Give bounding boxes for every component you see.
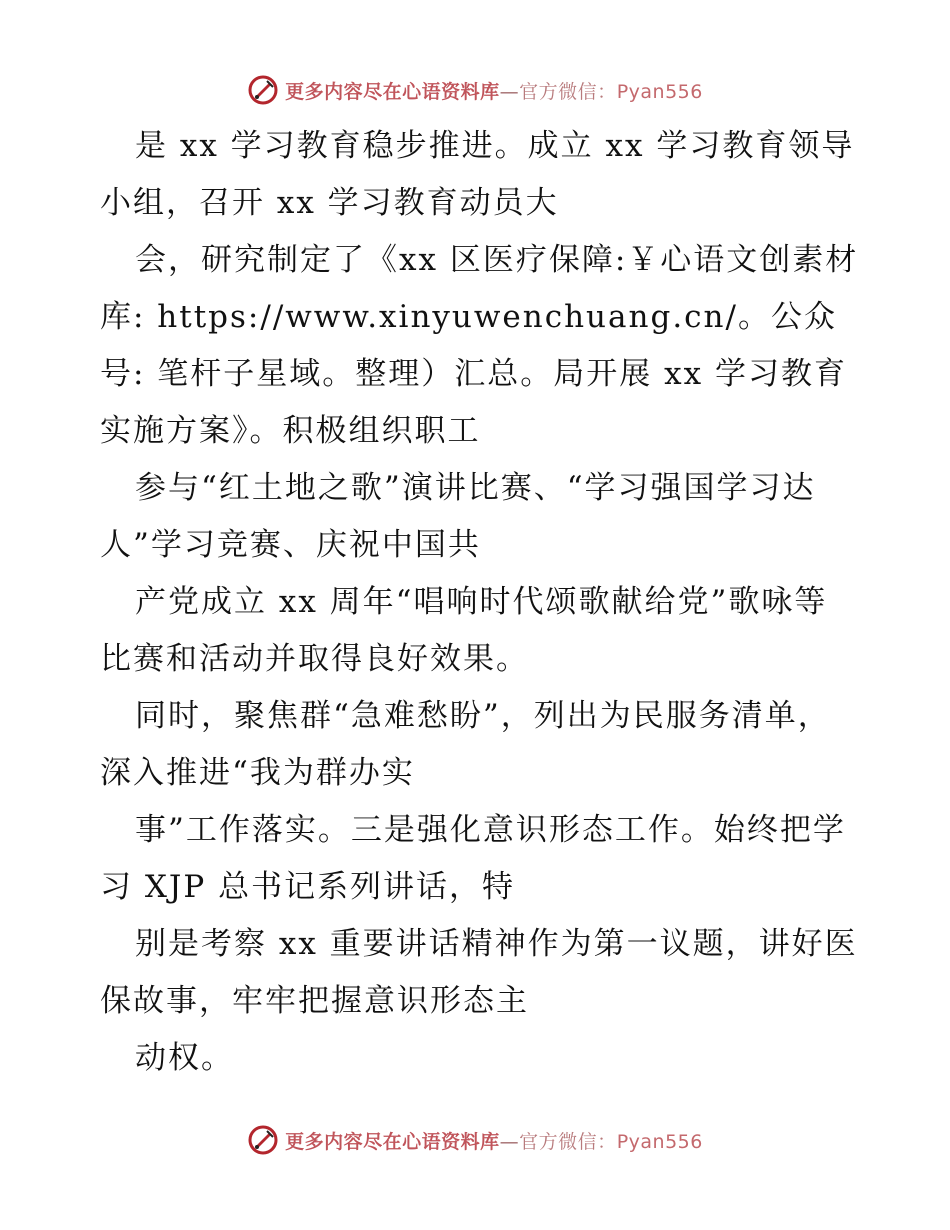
watermark-wechat-label: 官方微信： [519, 1130, 617, 1153]
paragraph: 别是考察 xx 重要讲话精神作为第一议题，讲好医保故事，牢牢把握意识形态主 [100, 926, 858, 1019]
watermark-text [285, 77, 703, 104]
watermark-separator: — [499, 80, 520, 103]
header-watermark-banner [0, 70, 950, 110]
watermark-site-name: 更多内容尽在心语资料库 [285, 80, 500, 103]
quill-seal-icon [247, 74, 279, 106]
paragraph: 是 xx 学习教育稳步推进。成立 xx 学习教育领导小组，召开 xx 学习教育动员大 [100, 128, 855, 221]
watermark-wechat-id: Pyan556 [616, 80, 703, 103]
paragraph: 动权。 [135, 1040, 234, 1076]
watermark-separator: — [499, 1130, 520, 1153]
paragraph: 参与“红土地之歌”演讲比赛、“学习强国学习达人”学习竞赛、庆祝中国共 [100, 470, 816, 563]
paragraph: 事”工作落实。三是强化意识形态工作。始终把学习 XJP 总书记系列讲话，特 [100, 812, 846, 905]
paragraph: 同时，聚焦群“急难愁盼”，列出为民服务清单，深入推进“我为群办实 [100, 698, 831, 791]
document-body [100, 118, 860, 1087]
watermark-wechat-label: 官方微信： [519, 80, 617, 103]
paragraph: 会，研究制定了《xx 区医疗保障:￥心语文创素材库: https://www.xinyuwenchuang.cn/。公众号: 笔杆子星域。整理）汇总。局开展 xx 学习教育实施方案》。积极组织职工 [100, 242, 859, 449]
paragraph: 产党成立 xx 周年“唱响时代颂歌献给党”歌咏等比赛和活动并取得良好效果。 [100, 584, 828, 677]
watermark-wechat-id: Pyan556 [616, 1130, 703, 1153]
watermark-site-name: 更多内容尽在心语资料库 [285, 1130, 500, 1153]
watermark-text [285, 1127, 703, 1154]
footer-watermark-banner [0, 1120, 950, 1160]
quill-seal-icon [247, 1124, 279, 1156]
